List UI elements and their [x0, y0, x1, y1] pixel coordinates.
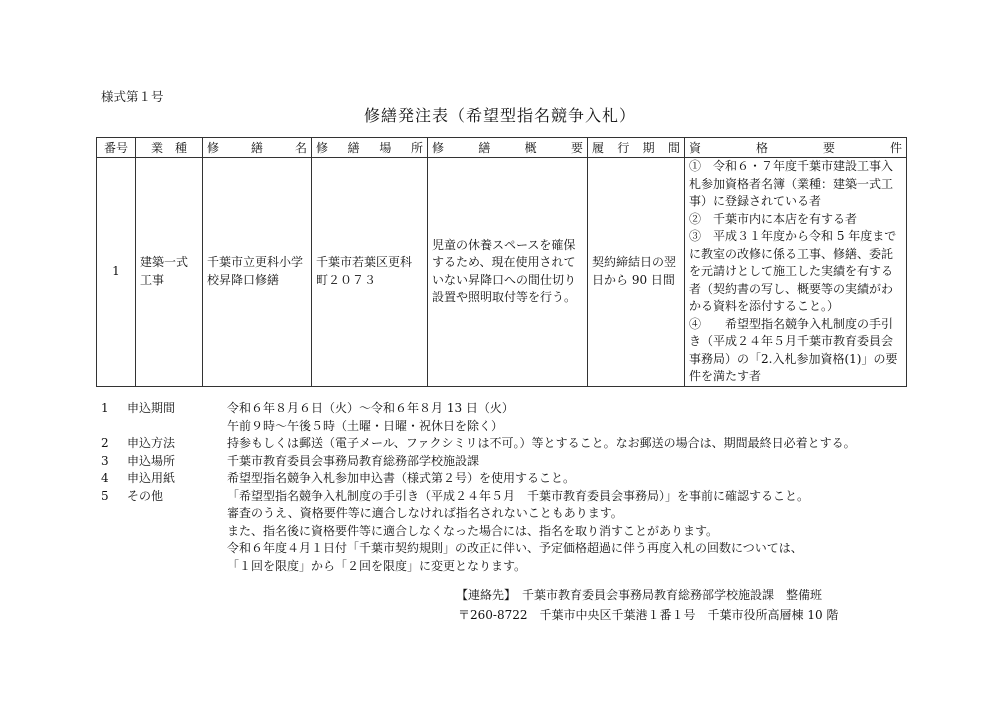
- list-item: [101, 505, 921, 523]
- header-period: 履行期間: [588, 138, 685, 158]
- note-number: 3: [101, 453, 109, 468]
- list-item: [101, 470, 921, 488]
- header-summary: 修 繕 概 要: [428, 138, 588, 158]
- note-number: 4: [101, 471, 109, 485]
- note-label: その他: [127, 488, 164, 503]
- order-table: [96, 137, 907, 387]
- qualification-item: ③ 平成３１年度から令和 5 年度までに教室の改修に係る工事、修繕、委託を元請けとして施工した実績を有する者（契約書の写し、概要等の実績がわかる資料を添付すること。）: [689, 229, 897, 313]
- header-name: 修 繕 名: [203, 138, 312, 158]
- header-qualifications: 資 格 要 件: [685, 138, 907, 158]
- header-number: 番号: [97, 138, 136, 158]
- list-item: [101, 418, 921, 436]
- qualification-item: ④ 希望型指名競争入札制度の手引き（平成２４年５月千葉市教育委員会事務局）の「2.入札参加資格(1)」の要件を満たす者: [689, 316, 898, 383]
- table-row: [97, 158, 907, 387]
- note-text: また、指名後に資格要件等に適合しなくなった場合には、指名を取り消すことがあります。: [227, 523, 719, 538]
- page-title: 修繕発注表（希望型指名競争入札）: [363, 106, 636, 125]
- row-period: 契約締結日の翌日から 90 日間: [588, 158, 685, 387]
- list-item: [101, 488, 921, 506]
- list-item: [101, 400, 921, 418]
- row-qualifications: [685, 158, 907, 387]
- note-text: 「１回を限度」から「２回を限度」に変更となります。: [227, 558, 527, 573]
- list-item: [101, 540, 921, 558]
- note-text: 希望型指名競争入札参加申込書（様式第２号）を使用すること。: [227, 471, 576, 485]
- list-item: [101, 523, 921, 541]
- note-text: 令和６年８月６日（火）～令和６年８月 13 日（火）: [227, 401, 514, 415]
- note-number: 2: [101, 436, 109, 450]
- note-text: 「希望型指名競争入札制度の手引き（平成２４年５月 千葉市教育委員会事務局）」を事前に確認すること。: [227, 488, 810, 503]
- note-text: 千葉市教育委員会事務局教育総務部学校施設課: [227, 453, 480, 468]
- header-place: 修 繕 場 所: [312, 138, 428, 158]
- list-item: [101, 558, 921, 576]
- note-label: 申込場所: [127, 453, 176, 468]
- qualification-item: ② 千葉市内に本店を有する者: [689, 211, 858, 226]
- note-text: 令和６年度４月１日付「千葉市契約規則」の改正に伴い、予定価格超過に伴う再度入札の回数については、: [227, 541, 803, 555]
- note-label: 申込方法: [127, 436, 176, 450]
- contact-block: [456, 585, 838, 625]
- list-item: [101, 453, 921, 471]
- note-text: 審査のうえ、資格要件等に適合しなければ指名されないこともあります。: [227, 506, 623, 520]
- header-type: 業 種: [136, 138, 203, 158]
- contact-department: 【連絡先】 千葉市教育委員会事務局教育総務部学校施設課 整備班: [456, 588, 823, 602]
- contact-address: 〒260-8722 千葉市中央区千葉港１番１号 千葉市役所高層棟 10 階: [458, 608, 839, 622]
- notes-section: [101, 400, 921, 575]
- note-label: 申込期間: [127, 401, 176, 415]
- note-label: 申込用紙: [127, 471, 176, 485]
- row-type: 建築一式工事: [136, 158, 203, 387]
- qualification-item: ① 令和６・７年度千葉市建設工事入札参加資格者名簿（業種：建築一式工事）に登録されている者: [689, 159, 894, 208]
- note-text: 持参もしくは郵送（電子メール、ファクシミリは不可。）等とすること。なお郵送の場合は、期間最終日必着とする。: [227, 436, 856, 450]
- row-summary: 児童の休養スペースを確保するため、現在使用されていない昇降口への間仕切り設置や照明取付等を行う。: [428, 158, 588, 387]
- form-number: 様式第１号: [101, 89, 164, 104]
- table-header-row: [97, 138, 907, 158]
- row-number: 1: [97, 158, 136, 387]
- list-item: [101, 435, 921, 453]
- note-number: 5: [101, 488, 109, 503]
- row-place: 千葉市若葉区更科町２０７３: [312, 158, 428, 387]
- note-number: 1: [101, 401, 109, 415]
- row-name: 千葉市立更科小学校昇降口修繕: [203, 158, 312, 387]
- note-text: 午前９時～午後５時（土曜・日曜・祝休日を除く）: [227, 418, 504, 433]
